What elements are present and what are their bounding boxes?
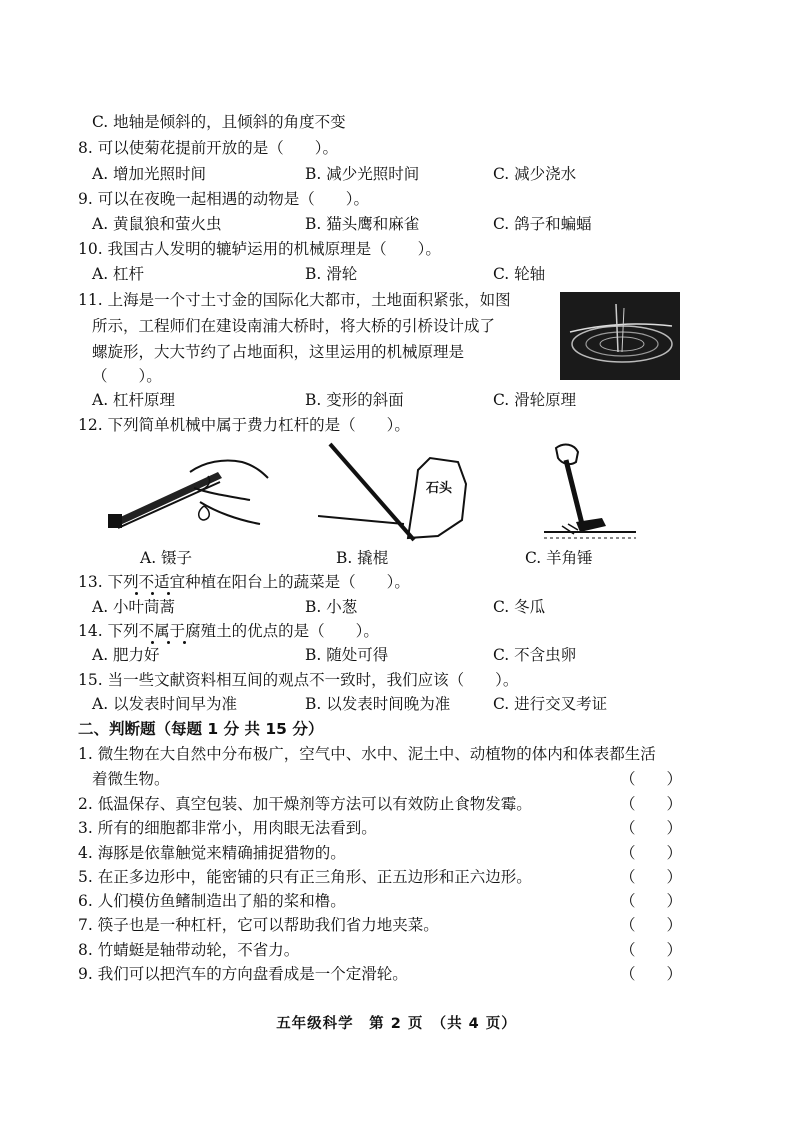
answer-blank[interactable]: （ ） [620,844,683,862]
q9-option-c: C. 鸽子和蝙蝠 [493,215,592,233]
q8-option-a: A. 增加光照时间 [92,165,207,183]
emphasis-dot [167,641,170,644]
question-11-line-3: 螺旋形，大大节约了占地面积，这里运用的机械原理是 [92,343,465,361]
q14-option-b: B. 随处可得 [305,646,389,664]
emphasis-dot [167,592,170,595]
answer-blank[interactable]: （ ） [620,819,683,837]
q14-option-a: A. 肥力好 [92,646,160,664]
question-8: 8. 可以使菊花提前开放的是（ ）。 [78,139,338,157]
question-10: 10. 我国古人发明的辘轳运用的机械原理是（ ）。 [78,240,441,258]
judgment-5: 5. 在正多边形中，能密铺的只有正三角形、正五边形和正六边形。 [78,868,532,886]
emphasis-dot [183,641,186,644]
question-15: 15. 当一些文献资料相互间的观点不一致时，我们应该（ ）。 [78,671,519,689]
q11-option-a: A. 杠杆原理 [92,391,176,409]
crowbar-figure [318,440,468,545]
section-2-heading: 二、判断题（每题 1 分 共 15 分） [78,720,324,738]
emphasis-dot [151,592,154,595]
judgment-3: 3. 所有的细胞都非常小，用肉眼无法看到。 [78,819,377,837]
question-12: 12. 下列简单机械中属于费力杠杆的是（ ）。 [78,416,410,434]
q15-option-b: B. 以发表时间晚为准 [305,695,451,713]
q8-option-b: B. 减少光照时间 [305,165,420,183]
q14-option-c: C. 不含虫卵 [493,646,577,664]
q13-option-b: B. 小葱 [305,598,358,616]
emphasis-dot [151,641,154,644]
q15-option-c: C. 进行交叉考证 [493,695,608,713]
judgment-2: 2. 低温保存、真空包装、加干燥剂等方法可以有效防止食物发霉。 [78,795,532,813]
q8-option-c: C. 减少浇水 [493,165,577,183]
claw-hammer-figure [540,440,640,545]
option-c-axis-tilt: C. 地轴是倾斜的，且倾斜的角度不变 [92,113,346,131]
answer-blank[interactable]: （ ） [620,770,683,788]
q9-option-a: A. 黄鼠狼和萤火虫 [92,215,222,233]
tweezers-figure [100,448,270,548]
q10-option-c: C. 轮轴 [493,265,546,283]
answer-blank[interactable]: （ ） [620,868,683,886]
judgment-7: 7. 筷子也是一种杠杆，它可以帮助我们省力地夹菜。 [78,916,439,934]
question-14: 14. 下列不属于腐殖土的优点的是（ ）。 [78,622,379,640]
answer-blank[interactable]: （ ） [620,916,683,934]
stone-label: 石头 [426,481,453,496]
question-9: 9. 可以在夜晚一起相遇的动物是（ ）。 [78,190,369,208]
q12-option-b: B. 撬棍 [336,549,389,567]
question-11-line-4: （ ）。 [92,367,162,385]
q11-option-c: C. 滑轮原理 [493,391,577,409]
answer-blank[interactable]: （ ） [620,941,683,959]
judgment-6: 6. 人们模仿鱼鳍制造出了船的桨和橹。 [78,892,346,910]
q9-option-b: B. 猫头鹰和麻雀 [305,215,420,233]
q15-option-a: A. 以发表时间早为准 [92,695,238,713]
q10-option-a: A. 杠杆 [92,265,145,283]
question-11-line-1: 11. 上海是一个寸土寸金的国际化大都市，土地面积紧张，如图 [78,291,511,309]
judgment-8: 8. 竹蜻蜓是轴带动轮，不省力。 [78,941,300,959]
q13-option-c: C. 冬瓜 [493,598,546,616]
q13-option-a: A. 小叶茼蒿 [92,598,176,616]
question-11-line-2: 所示，工程师们在建设南浦大桥时，将大桥的引桥设计成了 [92,317,496,335]
emphasis-dot [135,592,138,595]
answer-blank[interactable]: （ ） [620,965,683,983]
nanpu-bridge-photo [560,292,680,380]
q12-option-c: C. 羊角锤 [525,549,593,567]
answer-blank[interactable]: （ ） [620,795,683,813]
judgment-1-line-2: 着微生物。 [92,770,170,788]
judgment-1-line-1: 1. 微生物在大自然中分布极广，空气中、水中、泥土中、动植物的体内和体表都生活 [78,745,656,763]
q11-option-b: B. 变形的斜面 [305,391,404,409]
question-13: 13. 下列不适宜种植在阳台上的蔬菜是（ ）。 [78,573,410,591]
judgment-9: 9. 我们可以把汽车的方向盘看成是一个定滑轮。 [78,965,408,983]
q10-option-b: B. 滑轮 [305,265,358,283]
q12-option-a: A. 镊子 [140,549,193,567]
answer-blank[interactable]: （ ） [620,892,683,910]
page-footer: 五年级科学 第 2 页 （共 4 页） [276,1016,517,1032]
judgment-4: 4. 海豚是依靠触觉来精确捕捉猎物的。 [78,844,346,862]
